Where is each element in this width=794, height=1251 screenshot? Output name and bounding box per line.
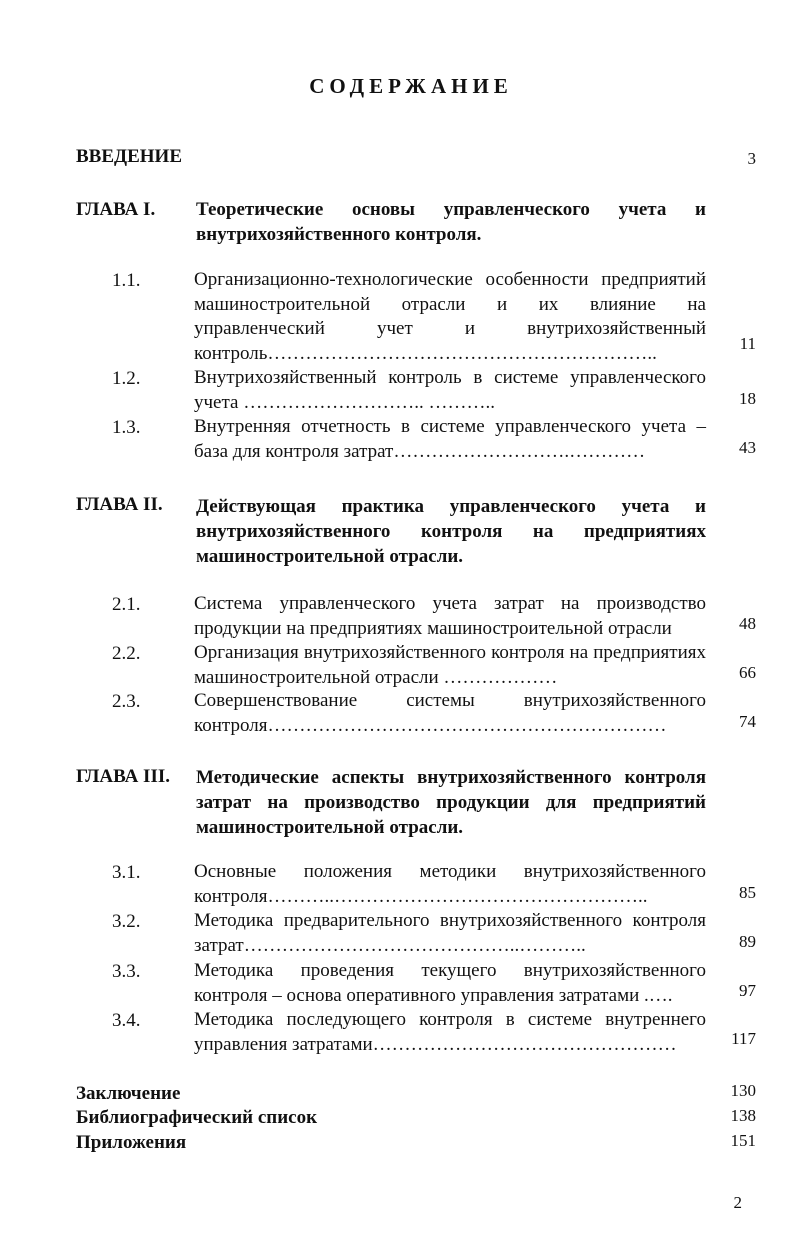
section-1-2-text: Внутрихозяйственный контроль в системе управленческого учета ……………………….. ……….. <box>194 367 706 413</box>
appendices-label: Приложения <box>76 1132 187 1153</box>
chapter-3-label: ГЛАВА III. <box>76 766 170 787</box>
section-3-2-page: 89 <box>739 932 756 951</box>
section-3-2-text: Методика предварительного внутрихозяйственного контроля затрат……………………………………..……….. <box>194 910 706 956</box>
section-2-1-text: Система управленческого учета затрат на производство продукции на предприятиях машиностроительной отрасли <box>194 593 706 639</box>
intro-page: 3 <box>747 149 756 168</box>
section-3-3-page: 97 <box>739 981 756 1000</box>
appendices-page: 151 <box>730 1131 756 1150</box>
page-title: СОДЕРЖАНИЕ <box>309 74 513 98</box>
conclusion-label: Заключение <box>76 1083 181 1104</box>
section-2-2-page: 66 <box>739 663 756 682</box>
section-1-2-page: 18 <box>739 389 756 408</box>
section-3-4-text: Методика последующего контроля в системе внутреннего управления затратами………………………………………… <box>194 1009 706 1055</box>
section-2-2-number: 2.2. <box>112 643 141 664</box>
section-3-4-page: 117 <box>731 1029 756 1048</box>
section-1-1-page: 11 <box>739 334 756 353</box>
section-1-3-text: Внутренняя отчетность в системе управленческого учета – база для контроля затрат……………………….………… <box>194 416 706 462</box>
chapter-1-title: Теоретические основы управленческого учета и внутрихозяйственного контроля. <box>196 199 706 245</box>
section-2-1-number: 2.1. <box>112 594 141 615</box>
section-3-4-number: 3.4. <box>112 1010 141 1031</box>
chapter-1-label: ГЛАВА I. <box>76 199 156 220</box>
section-3-1-page: 85 <box>739 883 756 902</box>
section-2-1-page: 48 <box>739 614 756 633</box>
section-1-3-page: 43 <box>739 438 756 457</box>
section-2-3-page: 74 <box>739 712 756 731</box>
section-2-2-text: Организация внутрихозяйственного контроля на предприятиях машиностроительной отрасли ……………… <box>194 642 706 688</box>
conclusion-page: 130 <box>730 1081 756 1100</box>
bibliography-label: Библиографический список <box>76 1107 318 1128</box>
section-1-2-number: 1.2. <box>112 368 141 389</box>
section-3-3-text: Методика проведения текущего внутрихозяйственного контроля – основа оперативного управления затратами .…. <box>194 960 706 1006</box>
section-3-2-number: 3.2. <box>112 911 141 932</box>
section-3-3-number: 3.3. <box>112 961 141 982</box>
section-2-3-text: Совершенствование системы внутрихозяйственного контроля……………………………………………………… <box>194 690 706 736</box>
chapter-2-label: ГЛАВА II. <box>76 494 163 515</box>
bibliography-page: 138 <box>730 1106 756 1125</box>
chapter-2-title: Действующая практика управленческого учета и внутрихозяйственного контроля на предприятиях машиностроительной отрасли. <box>196 496 706 567</box>
section-2-3-number: 2.3. <box>112 691 141 712</box>
chapter-3-title: Методические аспекты внутрихозяйственного контроля затрат на производство продукции для предприятий машиностроительной отрасли. <box>196 767 706 838</box>
section-1-1-text: Организационно-технологические особенности предприятий машиностроительной отрасли и их влияние на управленческий учет и внутрихозяйственный контроль…………………………………………………….. <box>194 269 706 364</box>
intro-label: ВВЕДЕНИЕ <box>76 146 182 167</box>
section-1-1-number: 1.1. <box>112 270 141 291</box>
section-3-1-number: 3.1. <box>112 862 141 883</box>
section-1-3-number: 1.3. <box>112 417 141 438</box>
page-number: 2 <box>733 1193 742 1212</box>
section-3-1-text: Основные положения методики внутрихозяйственного контроля………..………………………………………….. <box>194 861 706 907</box>
